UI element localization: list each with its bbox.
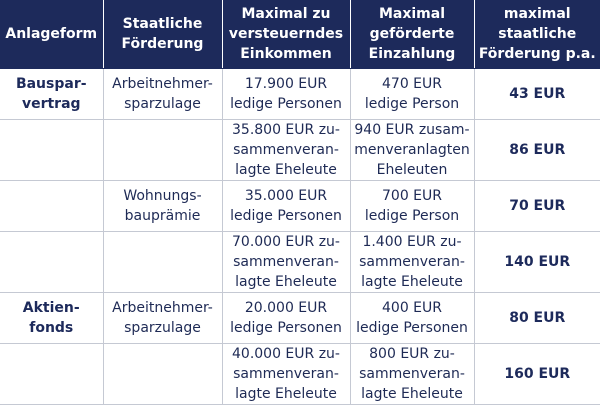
cell-max-foerderung: 43 EUR: [474, 69, 600, 120]
header-maximal-einzahlung: Maximal geförderte Einzahlung: [350, 0, 474, 69]
table-row: [0, 181, 600, 232]
table-row: [0, 344, 600, 405]
cell-anlageform: Bauspar- vertrag: [0, 69, 103, 120]
cell-foerderung: [103, 232, 222, 293]
cell-anlageform: [0, 120, 103, 181]
cell-foerderung: [103, 344, 222, 405]
cell-einkommen: 20.000 EUR ledige Personen: [222, 293, 350, 344]
header-maximal-foerderung: maximal staatliche Förderung p.a.: [474, 0, 600, 69]
cell-einkommen: 70.000 EUR zu- sammenveran- lagte Eheleute: [222, 232, 350, 293]
cell-einzahlung: 700 EUR ledige Person: [350, 181, 474, 232]
header-anlageform: Anlageform: [0, 0, 103, 69]
cell-max-foerderung: 86 EUR: [474, 120, 600, 181]
header-row: [0, 0, 600, 69]
cell-anlageform: [0, 181, 103, 232]
cell-anlageform: [0, 344, 103, 405]
table-row: [0, 293, 600, 344]
cell-einzahlung: 800 EUR zu- sammenveran- lagte Eheleute: [350, 344, 474, 405]
cell-max-foerderung: 140 EUR: [474, 232, 600, 293]
cell-max-foerderung: 70 EUR: [474, 181, 600, 232]
cell-einkommen: 17.900 EUR ledige Personen: [222, 69, 350, 120]
cell-foerderung: Arbeitnehmer- sparzulage: [103, 293, 222, 344]
cell-max-foerderung: 80 EUR: [474, 293, 600, 344]
cell-einkommen: 35.000 EUR ledige Personen: [222, 181, 350, 232]
cell-anlageform: Aktien- fonds: [0, 293, 103, 344]
cell-foerderung: Wohnungs- bauprämie: [103, 181, 222, 232]
cell-max-foerderung: 160 EUR: [474, 344, 600, 405]
cell-anlageform: [0, 232, 103, 293]
cell-foerderung: [103, 120, 222, 181]
cell-einkommen: 40.000 EUR zu- sammenveran- lagte Eheleute: [222, 344, 350, 405]
header-staatliche-foerderung: Staatliche Förderung: [103, 0, 222, 69]
header-maximal-einkommen: Maximal zu versteuerndes Einkommen: [222, 0, 350, 69]
table-row: [0, 232, 600, 293]
cell-einzahlung: 470 EUR ledige Person: [350, 69, 474, 120]
table-row: [0, 69, 600, 120]
cell-einzahlung: 940 EUR zusam- menveranlagten Eheleuten: [350, 120, 474, 181]
cell-einkommen: 35.800 EUR zu- sammenveran- lagte Eheleute: [222, 120, 350, 181]
cell-einzahlung: 1.400 EUR zu- sammenveran- lagte Eheleute: [350, 232, 474, 293]
cell-einzahlung: 400 EUR ledige Personen: [350, 293, 474, 344]
cell-foerderung: Arbeitnehmer- sparzulage: [103, 69, 222, 120]
table-row: [0, 120, 600, 181]
